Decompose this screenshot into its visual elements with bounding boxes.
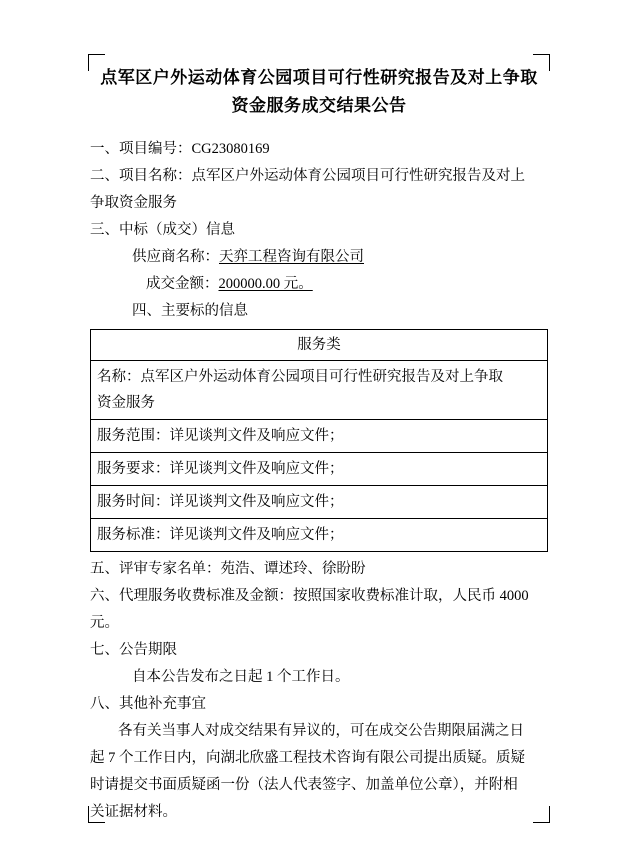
table-row [91,486,548,519]
table-row [91,453,548,486]
supplier-row [90,244,548,271]
section-agency-fee-line-1: 六、代理服务收费标准及金额：按照国家收费标准计取，人民币 4000 [90,588,529,604]
other-matters-line-1: 各有关当事人对成交结果有异议的，可在成交公告期限届满之日 [118,723,524,739]
other-matters-line-4: 关证据材料。 [90,804,177,820]
announcement-period-body: 自本公告发布之日起 1 个工作日。 [132,669,350,685]
section-project-name-line-1: 二、项目名称：点军区户外运动体育公园项目可行性研究报告及对上 [90,168,525,184]
amount-label: 成交金额： [146,276,219,292]
table-cell-standard: 服务标准：详见谈判文件及响应文件； [91,519,548,552]
document-content [90,64,548,826]
amount-value: 200000.00 元。 [218,276,313,292]
table-cell-requirements: 服务要求：详见谈判文件及响应文件； [91,453,548,486]
table-row [91,519,548,552]
table-cell-scope: 服务范围：详见谈判文件及响应文件； [91,420,548,453]
page-title-line-2: 资金服务成交结果公告 [231,96,407,115]
section-agency-fee-line-2: 元。 [90,615,119,631]
section-project-name-line-2: 争取资金服务 [90,195,177,211]
other-matters-line-3: 时请提交书面质疑函一份（法人代表签字、加盖单位公章），并附相 [90,777,518,793]
supplier-label: 供应商名称： [132,249,219,265]
table-header-row [91,330,548,361]
table-row [91,420,548,453]
subject-info-table [90,329,548,552]
section-review-experts: 五、评审专家名单：苑浩、谭述玲、徐盼盼 [90,561,366,577]
supplier-value: 天弈工程咨询有限公司 [219,249,364,265]
table-cell-name-line-1: 名称：点军区户外运动体育公园项目可行性研究报告及对上争取 [97,369,503,385]
section-project-number: 一、项目编号：CG23080169 [90,141,270,157]
page-title [90,64,548,120]
table-cell-name [91,361,548,420]
page-title-line-1: 点军区户外运动体育公园项目可行性研究报告及对上争取 [100,68,538,87]
section-subject-info: 四、主要标的信息 [132,303,248,319]
section-announcement-period: 七、公告期限 [90,642,177,658]
amount-row [90,271,548,298]
section-other-matters: 八、其他补充事宜 [90,696,206,712]
table-cell-duration: 服务时间：详见谈判文件及响应文件； [91,486,548,519]
table-cell-name-line-2: 资金服务 [97,395,155,411]
section-award-info: 三、中标（成交）信息 [90,222,235,238]
other-matters-line-2: 起 7 个工作日内，向湖北欣盛工程技术咨询有限公司提出质疑。质疑 [90,750,525,766]
table-header-cell: 服务类 [91,330,548,361]
table-row [91,361,548,420]
